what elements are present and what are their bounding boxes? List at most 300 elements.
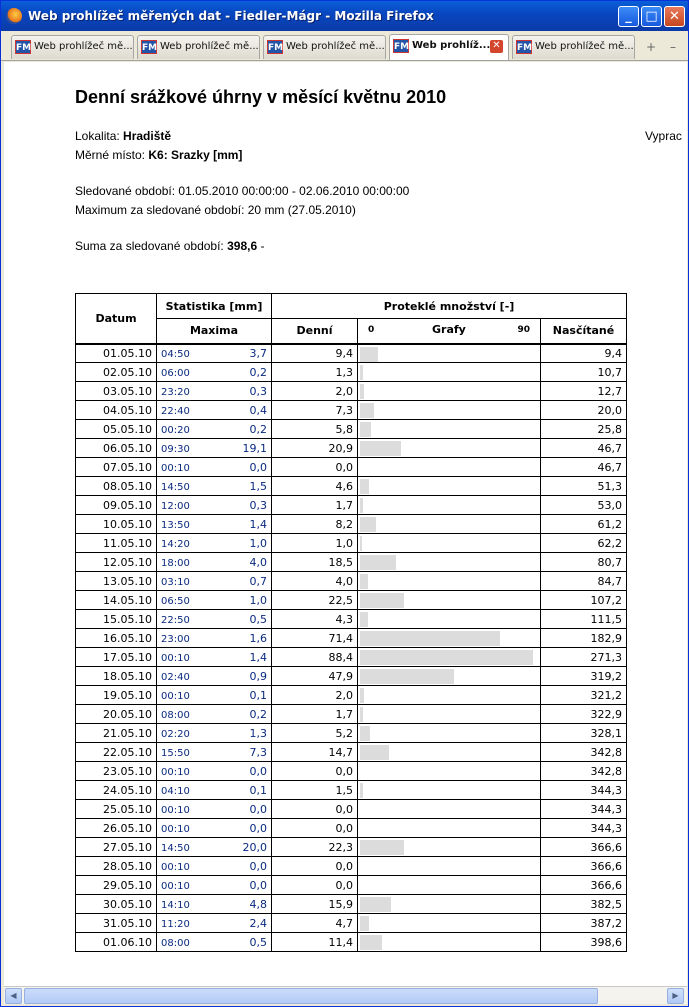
maxima-cell [157,420,272,439]
denni-cell: 0,0 [272,857,358,876]
close-tab-icon[interactable]: ✕ [490,40,503,53]
table-row [76,743,627,762]
datum-cell: 12.05.10 [76,553,157,572]
table-row [76,363,627,382]
maxima-time: 00:10 [161,861,190,873]
graf-cell [358,477,541,496]
title-bar[interactable] [1,1,688,31]
maxima-time: 00:10 [161,804,190,816]
graf-bar [360,726,370,741]
graf-bar [360,916,369,931]
maxima-cell [157,686,272,705]
tab-list-icon[interactable]: – [670,40,676,54]
graf-bar [360,745,389,760]
graf-bar [360,669,454,684]
maxima-time: 14:10 [161,899,190,911]
fm-favicon-icon: FM [141,40,157,54]
nascitane-cell: 25,8 [541,420,627,439]
denni-cell: 22,3 [272,838,358,857]
nascitane-cell: 182,9 [541,629,627,648]
nascitane-cell: 319,2 [541,667,627,686]
maxima-cell [157,724,272,743]
denni-cell: 1,7 [272,705,358,724]
nascitane-cell: 344,3 [541,819,627,838]
tab-1[interactable] [11,35,134,59]
maximize-button[interactable]: □ [641,6,662,27]
maxima-time: 18:00 [161,557,190,569]
maxima-time: 03:10 [161,576,190,588]
maxima-value: 0,0 [249,802,267,816]
maximum-line: Maximum za sledované období: 20 mm (27.05.2010) [75,203,356,217]
maxima-cell [157,363,272,382]
nascitane-cell: 322,9 [541,705,627,724]
datum-cell: 03.05.10 [76,382,157,401]
table-row [76,819,627,838]
datum-cell: 28.05.10 [76,857,157,876]
denni-cell: 4,6 [272,477,358,496]
table-row [76,572,627,591]
datum-cell: 19.05.10 [76,686,157,705]
nascitane-cell: 271,3 [541,648,627,667]
graf-bar [360,897,391,912]
graf-cell [358,933,541,952]
table-row [76,553,627,572]
graf-bar [360,365,363,380]
graf-cell [358,686,541,705]
graf-cell [358,762,541,781]
nascitane-cell: 321,2 [541,686,627,705]
maxima-value: 0,0 [249,878,267,892]
nascitane-cell: 46,7 [541,458,627,477]
datum-cell: 10.05.10 [76,515,157,534]
maxima-value: 1,4 [249,517,267,531]
maxima-value: 0,2 [249,365,267,379]
maxima-value: 0,3 [249,498,267,512]
maxima-cell [157,895,272,914]
maxima-time: 22:40 [161,405,190,417]
graf-cell [358,667,541,686]
table-row [76,477,627,496]
graf-cell [358,572,541,591]
scrollbar-thumb[interactable] [24,988,598,1004]
maxima-cell [157,610,272,629]
datum-cell: 02.05.10 [76,363,157,382]
maxima-value: 0,7 [249,574,267,588]
maxima-cell [157,914,272,933]
fm-favicon-icon: FM [393,39,409,53]
graf-cell [358,591,541,610]
nascitane-cell: 366,6 [541,876,627,895]
maxima-time: 00:10 [161,766,190,778]
denni-cell: 2,0 [272,686,358,705]
table-row [76,534,627,553]
graf-cell [358,382,541,401]
graf-cell [358,420,541,439]
maxima-cell [157,629,272,648]
table-row [76,667,627,686]
table-row [76,610,627,629]
graf-cell [358,401,541,420]
maxima-time: 02:20 [161,728,190,740]
lokalita-line [75,129,171,143]
maxima-value: 4,8 [249,897,267,911]
table-row [76,838,627,857]
table-row [76,458,627,477]
maxima-time: 13:50 [161,519,190,531]
maxima-cell [157,515,272,534]
maxima-time: 00:10 [161,462,190,474]
datum-cell: 31.05.10 [76,914,157,933]
table-row [76,781,627,800]
maxima-value: 1,0 [249,536,267,550]
lokalita-label: Lokalita: [75,129,120,143]
maxima-cell [157,857,272,876]
graf-bar [360,707,363,722]
denni-cell: 5,2 [272,724,358,743]
table-row [76,933,627,952]
denni-cell: 14,7 [272,743,358,762]
nascitane-cell: 342,8 [541,743,627,762]
datum-cell: 15.05.10 [76,610,157,629]
maxima-value: 4,0 [249,555,267,569]
denni-cell: 47,9 [272,667,358,686]
maxima-cell [157,439,272,458]
datum-cell: 07.05.10 [76,458,157,477]
datum-cell: 01.06.10 [76,933,157,952]
maxima-value: 0,2 [249,422,267,436]
denni-cell: 0,0 [272,458,358,477]
maxima-cell [157,458,272,477]
table-row [76,724,627,743]
horizontal-scrollbar[interactable] [4,986,687,1004]
maxima-value: 0,0 [249,821,267,835]
maxima-time: 09:30 [161,443,190,455]
grafy-max-label: 90 [517,325,530,335]
graf-bar [360,517,376,532]
maxima-cell [157,648,272,667]
maxima-cell [157,553,272,572]
denni-cell: 9,4 [272,344,358,363]
datum-cell: 01.05.10 [76,344,157,363]
maxima-time: 23:20 [161,386,190,398]
datum-cell: 26.05.10 [76,819,157,838]
datum-cell: 17.05.10 [76,648,157,667]
table-row [76,591,627,610]
maxima-value: 0,2 [249,707,267,721]
maxima-value: 20,0 [242,840,267,854]
table-row [76,515,627,534]
denni-cell: 20,9 [272,439,358,458]
graf-cell [358,648,541,667]
datum-cell: 16.05.10 [76,629,157,648]
datum-cell: 24.05.10 [76,781,157,800]
graf-bar [360,631,500,646]
denni-cell: 11,4 [272,933,358,952]
maxima-cell [157,800,272,819]
close-window-button[interactable]: ✕ [664,6,685,27]
maxima-time: 00:10 [161,652,190,664]
grafy-label: Grafy [432,323,466,336]
maxima-time: 00:10 [161,690,190,702]
graf-cell [358,857,541,876]
maxima-cell [157,781,272,800]
nascitane-cell: 366,6 [541,838,627,857]
maxima-time: 14:20 [161,538,190,550]
maxima-cell [157,401,272,420]
graf-cell [358,439,541,458]
page-content [4,62,687,986]
graf-bar [360,403,374,418]
graf-cell [358,838,541,857]
nascitane-cell: 387,2 [541,914,627,933]
table-row [76,800,627,819]
nascitane-cell: 20,0 [541,401,627,420]
table-row [76,914,627,933]
table-row [76,401,627,420]
nascitane-cell: 51,3 [541,477,627,496]
graf-cell [358,515,541,534]
maxima-cell [157,743,272,762]
datum-cell: 25.05.10 [76,800,157,819]
maxima-value: 0,5 [249,612,267,626]
maxima-value: 0,0 [249,460,267,474]
nascitane-cell: 111,5 [541,610,627,629]
maxima-time: 12:00 [161,500,190,512]
maxima-cell [157,705,272,724]
suma-line [75,239,265,253]
nascitane-cell: 344,3 [541,781,627,800]
datum-cell: 11.05.10 [76,534,157,553]
maxima-cell [157,591,272,610]
datum-cell: 30.05.10 [76,895,157,914]
maxima-time: 00:10 [161,880,190,892]
datum-cell: 08.05.10 [76,477,157,496]
denni-cell: 88,4 [272,648,358,667]
maxima-value: 0,0 [249,764,267,778]
nascitane-cell: 344,3 [541,800,627,819]
denni-cell: 71,4 [272,629,358,648]
tab-label: Web prohlíž... [412,40,491,51]
nascitane-cell: 398,6 [541,933,627,952]
tab-2[interactable] [137,35,260,59]
denni-cell: 1,3 [272,363,358,382]
denni-cell: 0,0 [272,762,358,781]
graf-cell [358,496,541,515]
datum-cell: 29.05.10 [76,876,157,895]
col-proteklé-header: Proteklé množství [-] [272,294,627,319]
nascitane-cell: 107,2 [541,591,627,610]
scroll-left-icon[interactable]: ◀ [5,988,22,1004]
denni-cell: 1,5 [272,781,358,800]
table-row [76,496,627,515]
maxima-value: 0,9 [249,669,267,683]
tab-4-active[interactable] [389,34,509,60]
table-row [76,762,627,781]
graf-bar [360,593,404,608]
maxima-cell [157,382,272,401]
datum-cell: 14.05.10 [76,591,157,610]
maxima-cell [157,933,272,952]
maxima-value: 1,4 [249,650,267,664]
nascitane-cell: 328,1 [541,724,627,743]
maxima-time: 04:10 [161,785,190,797]
denni-cell: 7,3 [272,401,358,420]
merne-line [75,148,242,162]
graf-bar [360,498,363,513]
table-row [76,705,627,724]
fm-favicon-icon: FM [516,40,532,54]
maxima-value: 0,1 [249,688,267,702]
fm-favicon-icon: FM [15,40,31,54]
maxima-time: 00:20 [161,424,190,436]
graf-cell [358,895,541,914]
denni-cell: 1,7 [272,496,358,515]
maxima-time: 22:50 [161,614,190,626]
graf-bar [360,840,404,855]
graf-cell [358,914,541,933]
tab-label: Web prohlížeč mě... [286,41,385,52]
table-row [76,857,627,876]
suma-unit: - [260,239,265,253]
graf-bar [360,536,362,551]
nascitane-cell: 342,8 [541,762,627,781]
maxima-cell [157,477,272,496]
firefox-icon [6,8,22,24]
denni-cell: 4,7 [272,914,358,933]
graf-cell [358,705,541,724]
datum-cell: 18.05.10 [76,667,157,686]
graf-bar [360,650,533,665]
graf-bar [360,479,369,494]
tab-5[interactable] [512,35,635,59]
maxima-time: 23:00 [161,633,190,645]
denni-cell: 22,5 [272,591,358,610]
graf-cell [358,344,541,363]
denni-cell: 18,5 [272,553,358,572]
maxima-time: 06:50 [161,595,190,607]
graf-cell [358,743,541,762]
graf-bar [360,384,364,399]
datum-cell: 13.05.10 [76,572,157,591]
graf-cell [358,363,541,382]
new-tab-icon[interactable]: + [645,40,657,54]
graf-cell [358,553,541,572]
graf-cell [358,534,541,553]
nascitane-cell: 62,2 [541,534,627,553]
col-nascitane-header: Nasčítané [541,319,627,344]
graf-cell [358,458,541,477]
table-row [76,876,627,895]
maxima-cell [157,819,272,838]
denni-cell: 0,0 [272,800,358,819]
col-statistika-header: Statistika [mm] [157,294,272,319]
table-body [76,344,627,952]
maxima-cell [157,838,272,857]
maxima-value: 1,0 [249,593,267,607]
datum-cell: 21.05.10 [76,724,157,743]
grafy-min-label: 0 [368,325,375,335]
table-row [76,629,627,648]
scroll-right-icon[interactable]: ▶ [667,988,684,1004]
maxima-time: 14:50 [161,481,190,493]
datum-cell: 23.05.10 [76,762,157,781]
nascitane-cell: 84,7 [541,572,627,591]
vyprac-text: Vyprac [645,129,682,143]
minimize-button[interactable]: _ [618,6,639,27]
denni-cell: 8,2 [272,515,358,534]
tab-label: Web prohlížeč mě... [535,41,634,52]
maxima-time: 00:10 [161,823,190,835]
maxima-value: 0,1 [249,783,267,797]
graf-bar [360,612,368,627]
maxima-value: 1,5 [249,479,267,493]
tab-3[interactable] [263,35,386,59]
datum-cell: 20.05.10 [76,705,157,724]
graf-bar [360,574,368,589]
nascitane-cell: 12,7 [541,382,627,401]
merne-value: K6: Srazky [mm] [148,148,243,162]
maxima-cell [157,667,272,686]
table-row [76,895,627,914]
col-denni-header: Denní [272,319,358,344]
maxima-value: 0,0 [249,859,267,873]
maxima-value: 0,3 [249,384,267,398]
graf-cell [358,800,541,819]
denni-cell: 5,8 [272,420,358,439]
datum-cell: 05.05.10 [76,420,157,439]
datum-cell: 22.05.10 [76,743,157,762]
table-row [76,344,627,363]
datum-cell: 27.05.10 [76,838,157,857]
datum-cell: 04.05.10 [76,401,157,420]
graf-cell [358,781,541,800]
graf-bar [360,935,382,950]
maxima-cell [157,572,272,591]
nascitane-cell: 9,4 [541,344,627,363]
maxima-cell [157,762,272,781]
data-table [75,293,627,952]
denni-cell: 0,0 [272,876,358,895]
merne-label: Měrné místo: [75,148,146,162]
table-row [76,382,627,401]
tab-label: Web prohlížeč mě... [34,41,133,52]
graf-bar [360,783,363,798]
denni-cell: 0,0 [272,819,358,838]
suma-label: Suma za sledované období: [75,239,224,253]
maxima-time: 15:50 [161,747,190,759]
maxima-time: 06:00 [161,367,190,379]
denni-cell: 4,3 [272,610,358,629]
obdobi-line: Sledované období: 01.05.2010 00:00:00 - 02.06.2010 00:00:00 [75,184,410,198]
table-row [76,648,627,667]
page-title: Denní srážkové úhrny v měsící květnu 2010 [75,87,447,107]
maxima-time: 11:20 [161,918,190,930]
maxima-time: 02:40 [161,671,190,683]
denni-cell: 4,0 [272,572,358,591]
graf-bar [360,441,401,456]
datum-cell: 09.05.10 [76,496,157,515]
graf-bar [360,688,364,703]
nascitane-cell: 10,7 [541,363,627,382]
nascitane-cell: 366,6 [541,857,627,876]
table-row [76,439,627,458]
lokalita-value: Hradiště [123,129,172,143]
graf-cell [358,819,541,838]
nascitane-cell: 80,7 [541,553,627,572]
graf-cell [358,724,541,743]
graf-cell [358,629,541,648]
maxima-value: 1,6 [249,631,267,645]
